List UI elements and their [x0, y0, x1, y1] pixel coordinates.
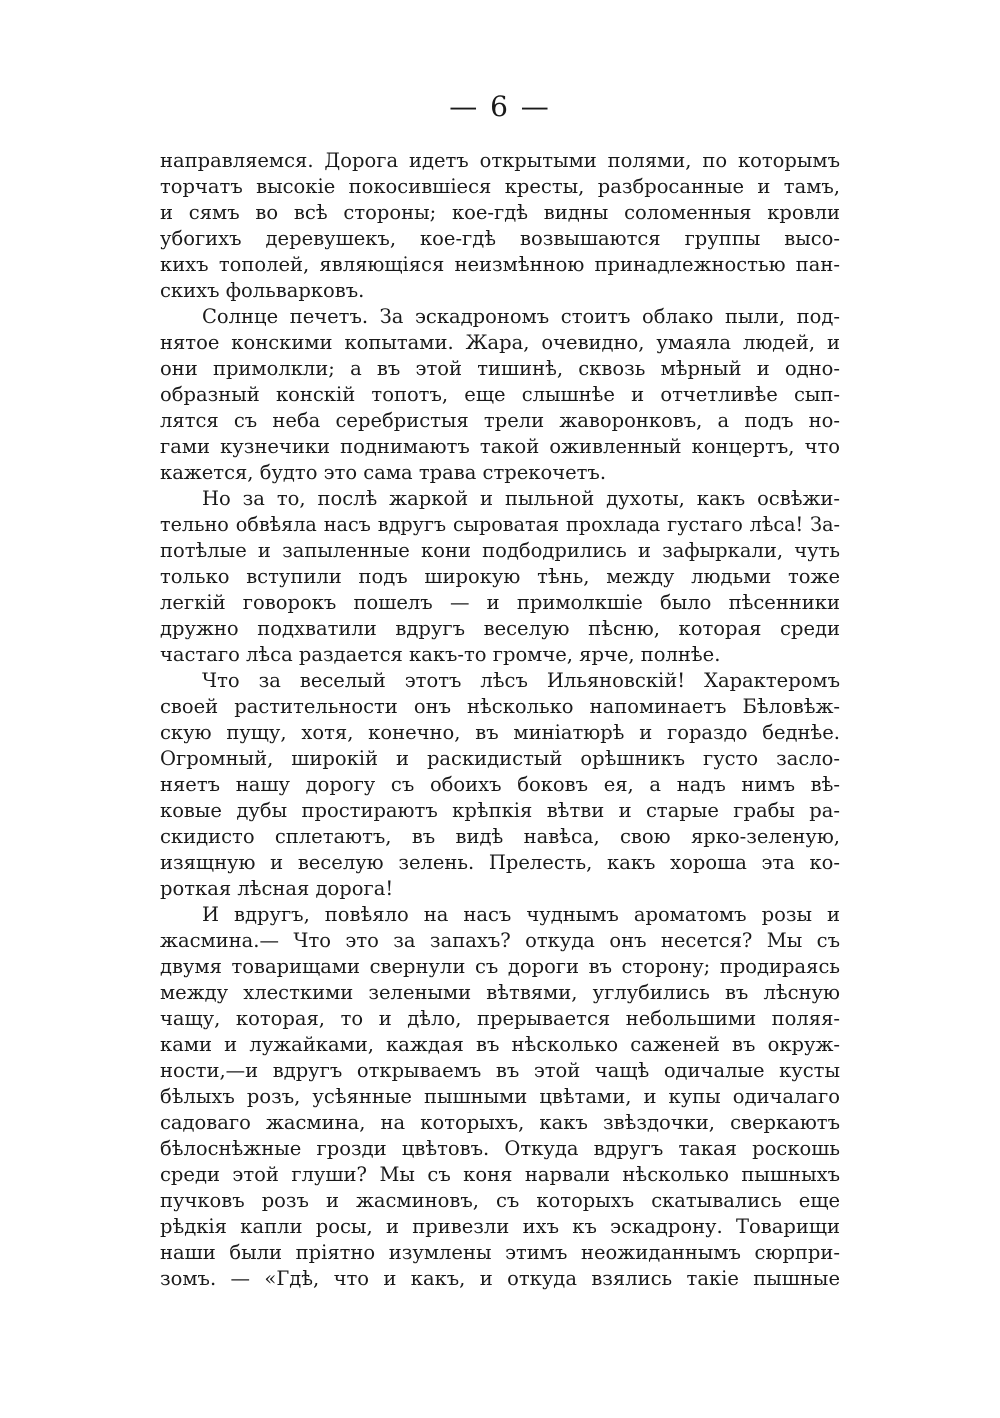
text-line: только вступили подъ широкую тѣнь, между людьми тоже	[160, 565, 840, 588]
text-line: жасмина.— Что это за запахъ? откуда онъ несется? Мы съ	[160, 929, 840, 952]
text-line: наши были пріятно изумлены этимъ неожиданнымъ сюрпри-	[160, 1241, 840, 1264]
text-line: роткая лѣсная дорога!	[160, 877, 394, 900]
text-line: среди этой глуши? Мы съ коня нарвали нѣсколько пышныхъ	[160, 1163, 840, 1186]
text-line: садоваго жасмина, на которыхъ, какъ звѣздочки, сверкаютъ	[160, 1111, 840, 1134]
text-line: тельно обвѣяла насъ вдругъ сыроватая прохлада густаго лѣса! За-	[160, 513, 840, 536]
text-line: направляемся. Дорога идетъ открытыми полями, по которымъ	[160, 149, 840, 172]
text-line: ности,—и вдругъ открываемъ въ этой чащѣ одичалые кусты	[160, 1059, 840, 1082]
text-line: скихъ фольварковъ.	[160, 279, 365, 302]
page-number: — 6 —	[449, 90, 551, 123]
text-line: скидисто сплетаютъ, въ видѣ навѣса, свою ярко-зеленую,	[160, 825, 840, 848]
text-line: торчатъ высокіе покосившіеся кресты, разбросанные и тамъ,	[160, 175, 840, 198]
text-line: пучковъ розъ и жасминовъ, съ которыхъ скатывались еще	[160, 1189, 840, 1212]
text-line: образный конскій топотъ, еще слышнѣе и отчетливѣе сып-	[160, 383, 840, 406]
text-line: они примолкли; а въ этой тишинѣ, сквозь мѣрный и одно-	[160, 357, 840, 380]
text-line: кихъ тополей, являющіяся неизмѣнною принадлежностью пан-	[160, 253, 840, 276]
text-line: бѣлоснѣжные грозди цвѣтовъ. Откуда вдругъ такая роскошь	[160, 1137, 840, 1160]
text-line: И вдругъ, повѣяло на насъ чуднымъ ароматомъ розы и	[202, 903, 840, 926]
text-line: ковые дубы простираютъ крѣпкія вѣтви и старые грабы ра-	[160, 799, 840, 822]
text-line: лятся съ неба серебристыя трели жаворонковъ, а подъ но-	[160, 409, 840, 432]
text-line: Но за то, послѣ жаркой и пыльной духоты, какъ освѣжи-	[202, 487, 840, 510]
text-line: дружно подхватили вдругъ веселую пѣсню, которая среди	[160, 617, 840, 640]
text-line: между хлесткими зелеными вѣтвями, углубились въ лѣсную	[160, 981, 840, 1004]
text-line: рѣдкія капли росы, и привезли ихъ къ эскадрону. Товарищи	[160, 1215, 840, 1238]
text-line: двумя товарищами свернули съ дороги въ сторону; продираясь	[160, 955, 840, 978]
text-line: скую пущу, хотя, конечно, въ миніатюрѣ и гораздо беднѣе.	[160, 721, 840, 744]
text-line: зомъ. — «Гдѣ, что и какъ, и откуда взялись такіе пышные	[160, 1267, 840, 1290]
text-line: частаго лѣса раздается какъ-то громче, ярче, полнѣе.	[160, 643, 721, 666]
text-line: чащу, которая, то и дѣло, прерывается небольшими поляя-	[160, 1007, 840, 1030]
text-line: и сямъ во всѣ стороны; кое-гдѣ видны соломенныя кровли	[160, 201, 840, 224]
text-line: изящную и веселую зелень. Прелесть, какъ хороша эта ко-	[160, 851, 840, 874]
text-line: Огромный, широкій и раскидистый орѣшникъ густо засло-	[160, 747, 840, 770]
text-line: гами кузнечики поднимаютъ такой оживленный концертъ, что	[160, 435, 840, 458]
text-line: потѣлые и запыленные кони подбодрились и зафыркали, чуть	[160, 539, 840, 562]
text-line: нятое конскими копытами. Жара, очевидно, умаяла людей, и	[160, 331, 840, 354]
text-line: кажется, будто это сама трава стрекочетъ.	[160, 461, 607, 484]
text-line: ками и лужайками, каждая въ нѣсколько саженей въ окруж-	[160, 1033, 840, 1056]
text-line: легкій говорокъ пошелъ — и примолкшіе было пѣсенники	[160, 591, 840, 614]
text-line: убогихъ деревушекъ, кое-гдѣ возвышаются группы высо-	[160, 227, 840, 250]
text-line: бѣлыхъ розъ, усѣянные пышными цвѣтами, и купы одичалаго	[160, 1085, 840, 1108]
text-line: Что за веселый этотъ лѣсъ Ильяновскій! Характеромъ	[202, 669, 840, 692]
text-line: няетъ нашу дорогу съ обоихъ боковъ ея, а надъ нимъ вѣ-	[160, 773, 840, 796]
text-line: Солнце печетъ. За эскадрономъ стоитъ облако пыли, под-	[202, 305, 840, 328]
body-text	[160, 148, 840, 1292]
text-line: своей растительности онъ нѣсколько напоминаетъ Бѣловѣж-	[160, 695, 840, 718]
